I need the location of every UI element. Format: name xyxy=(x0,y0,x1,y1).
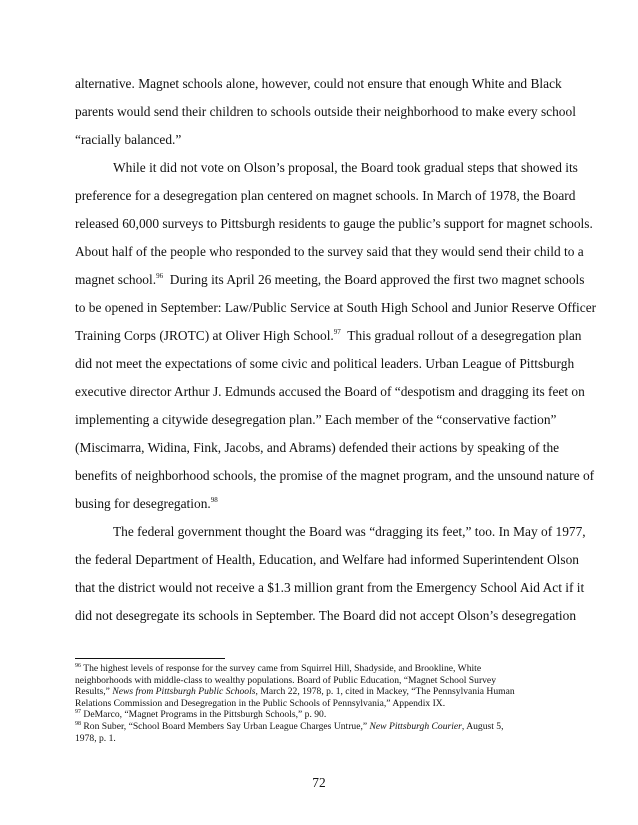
footnote-number: 96 xyxy=(75,663,81,669)
paragraph-line: implementing a citywide desegregation plan.” Each member of the “conservative faction” xyxy=(75,412,557,427)
paragraph-line xyxy=(75,266,585,294)
paragraph-line: The federal government thought the Board was “dragging its feet,” too. In May of 1977, xyxy=(113,524,586,539)
paragraph-line: preference for a desegregation plan centered on magnet schools. In March of 1978, the Board xyxy=(75,188,576,203)
footnote-text: , August 5, xyxy=(461,720,504,732)
footnote-96 xyxy=(75,663,565,675)
paragraph-line: (Miscimarra, Widina, Fink, Jacobs, and Abrams) defended their actions by speaking of the xyxy=(75,440,560,455)
paragraph-line: alternative. Magnet schools alone, however, could not ensure that enough White and Black xyxy=(75,76,562,91)
footnote-ref-98[interactable]: 98 xyxy=(210,496,218,504)
footnote-separator xyxy=(75,658,225,659)
footnote-text: , March 22, 1978, p. 1, cited in Mackey, “The Pennsylvania Human xyxy=(255,686,515,698)
paragraph-line: that the district would not receive a $1.3 million grant from the Emergency School Aid Act if it xyxy=(75,580,585,595)
paragraph-line xyxy=(75,490,565,518)
paragraph-line: the federal Department of Health, Education, and Welfare had informed Superintendent Olson xyxy=(75,552,579,567)
paragraph-line: to be opened in September: Law/Public Service at South High School and Junior Reserve Officer xyxy=(75,300,597,315)
footnote-text: DeMarco, “Magnet Programs in the Pittsburgh Schools,” p. 90. xyxy=(81,709,327,721)
line-text: busing for desegregation. xyxy=(75,496,211,511)
paragraph-line: executive director Arthur J. Edmunds accused the Board of “despotism and dragging its feet on xyxy=(75,384,585,399)
line-text: This gradual rollout of a desegregation plan xyxy=(347,328,582,343)
paragraph-line: did not desegregate its schools in September. The Board did not accept Olson’s desegregation xyxy=(75,608,577,623)
footnote-ref-97[interactable]: 97 xyxy=(333,328,341,336)
paragraph-line: did not meet the expectations of some civic and political leaders. Urban League of Pittsburgh xyxy=(75,356,575,371)
paragraph-line: released 60,000 surveys to Pittsburgh residents to gauge the public’s support for magnet schools. xyxy=(75,216,593,231)
paragraph-line: parents would send their children to schools outside their neighborhood to make every school xyxy=(75,104,576,119)
paragraph-line: While it did not vote on Olson’s proposal, the Board took gradual steps that showed its xyxy=(113,160,578,175)
page-number: 72 xyxy=(312,775,326,790)
footnote-text: The highest levels of response for the survey came from Squirrel Hill, Shadyside, and Brookline, White xyxy=(81,663,482,674)
footnote-number: 97 xyxy=(75,709,81,716)
paragraph-line: benefits of neighborhood schools, the promise of the magnet program, and the unsound nature of xyxy=(75,468,595,483)
footnote-source-title: New Pittsburgh Courier xyxy=(369,720,462,732)
footnote-97 xyxy=(75,709,565,721)
footnote-number: 98 xyxy=(75,720,81,727)
footnote-ref-96[interactable]: 96 xyxy=(156,272,164,280)
paragraph-line xyxy=(75,322,582,350)
footnote-text: Results,” xyxy=(75,686,113,698)
line-text: magnet school. xyxy=(75,272,157,287)
paragraph-line: “racially balanced.” xyxy=(75,132,182,147)
line-text: During its April 26 meeting, the Board approved the first two magnet schools xyxy=(169,272,585,287)
footnote-96-cont xyxy=(75,686,565,698)
body-text xyxy=(75,70,597,630)
footnote-96-cont: neighborhoods with middle-class to wealthy populations. Board of Public Education, “Magnet School Survey xyxy=(75,674,496,686)
footnotes xyxy=(75,663,565,744)
footnote-98-cont: 1978, p. 1. xyxy=(75,732,116,744)
footnote-98 xyxy=(75,721,565,733)
paragraph-line: About half of the people who responded to the survey said that they would send their child to a xyxy=(75,244,584,259)
footnote-96-cont: Relations Commission and Desegregation in the Public Schools of Pennsylvania,” Appendix IX. xyxy=(75,697,446,709)
footnote-text: Ron Suber, “School Board Members Say Urban League Charges Untrue,” xyxy=(81,720,370,732)
line-text: Training Corps (JROTC) at Oliver High School. xyxy=(75,328,334,343)
footnote-source-title: News from Pittsburgh Public Schools xyxy=(112,686,256,698)
